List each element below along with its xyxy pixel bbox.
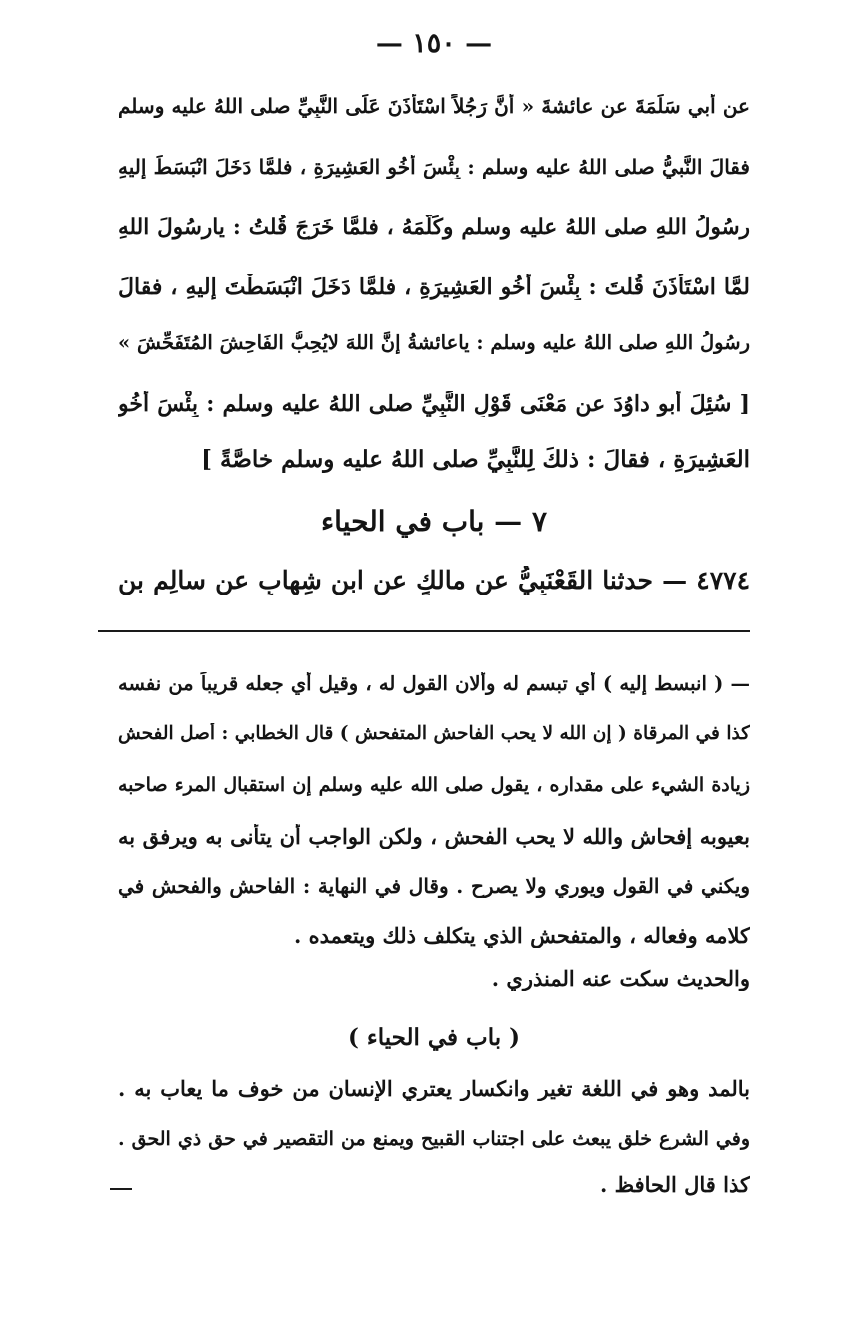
footnote-section-title: ( باب في الحياء ) (347, 1024, 521, 1051)
footnote-line-2: كذا في المرقاة ( إن الله لا يحب الفاحش المتفحش ) قال الخطابي : أصل الفحش (118, 723, 750, 744)
main-line-4: لمَّا اسْتَأْذَنَ قُلتَ : بِئْسَ أخُو العَشِيرَةِ ، فلمَّا دَخَلَ انْبَسَطْتَ إليهِ ، فقالَ (118, 274, 750, 300)
end-dash (110, 1188, 132, 1190)
hadith-start: ٤٧٧٤ — حدثنا القَعْنَبِيُّ عن مالكٍ عن ابن شِهابٍ عن سالِمِ بن (118, 566, 750, 595)
footnote-line-7: والحديث سكت عنه المنذري . (491, 966, 750, 991)
main-line-7: العَشِيرَةِ ، فقالَ : ذلكَ لِلنَّبِيِّ صلى اللهُ عليه وسلم خاصَّةً ] (201, 446, 750, 473)
footnote-divider (98, 630, 750, 632)
footnote-line-3: زيادة الشيء على مقداره ، يقول صلى الله عليه وسلم إن استقبال المرء صاحبه (118, 774, 750, 796)
main-line-5: رسُولُ اللهِ صلى اللهُ عليه وسلم : ياعائشةُ إنَّ اللهَ لايُحِبُّ الفَاحِشَ المُتَفَحِّشَ » (118, 331, 750, 354)
main-line-6: [ سُئِلَ أبو داوُدَ عن مَعْنَى قَوْلِ النَّبِيِّ صلى اللهُ عليه وسلم : بِئْسَ أخُو (118, 391, 750, 417)
footnote-line-1: — ( انبسط إليه ) أي تبسم له وألان القول له ، وقيل أي جعله قريباً من نفسه (118, 672, 750, 695)
page-number: — ١٥٠ — (375, 28, 493, 59)
chapter-title: ٧ — باب في الحياء (321, 505, 547, 538)
footnote-section-line-3: كذا قال الحافظ . (600, 1172, 750, 1197)
footnote-section-line-2: وفي الشرع خلق يبعث على اجتناب القبيح ويمنع من التقصير في حق ذي الحق . (118, 1128, 750, 1150)
footnote-section-line-1: بالمد وهو في اللغة تغير وانكسار يعتري الإنسان من خوف ما يعاب به . (118, 1076, 750, 1101)
main-line-3: رسُولُ اللهِ صلى اللهُ عليه وسلم وكَلَّمَهُ ، فلمَّا خَرَجَ قُلتُ : يارسُولَ اللهِ (118, 215, 750, 240)
footnote-line-6: كلامه وفعاله ، والمتفحش الذي يتكلف ذلك ويتعمده . (293, 923, 750, 948)
main-line-2: فقالَ النَّبيُّ صلى اللهُ عليه وسلم : بِئْسَ أخُو العَشِيرَةِ ، فلمَّا دَخَلَ انْبَسَطَ إليهِ (118, 155, 750, 179)
main-line-1: عن أبي سَلَمَةَ عن عائشةَ « أنَّ رَجُلاً اسْتَأْذَنَ عَلَى النَّبِيِّ صلى اللهُ عليه وسلم (118, 94, 750, 118)
footnote-line-4: بعيوبه إفحاش والله لا يحب الفحش ، ولكن الواجب أن يتأنى به ويرفق به (118, 824, 750, 849)
footnote-line-5: ويكني في القول ويوري ولا يصرح . وقال في النهاية : الفاحش والفحش في (118, 874, 750, 898)
